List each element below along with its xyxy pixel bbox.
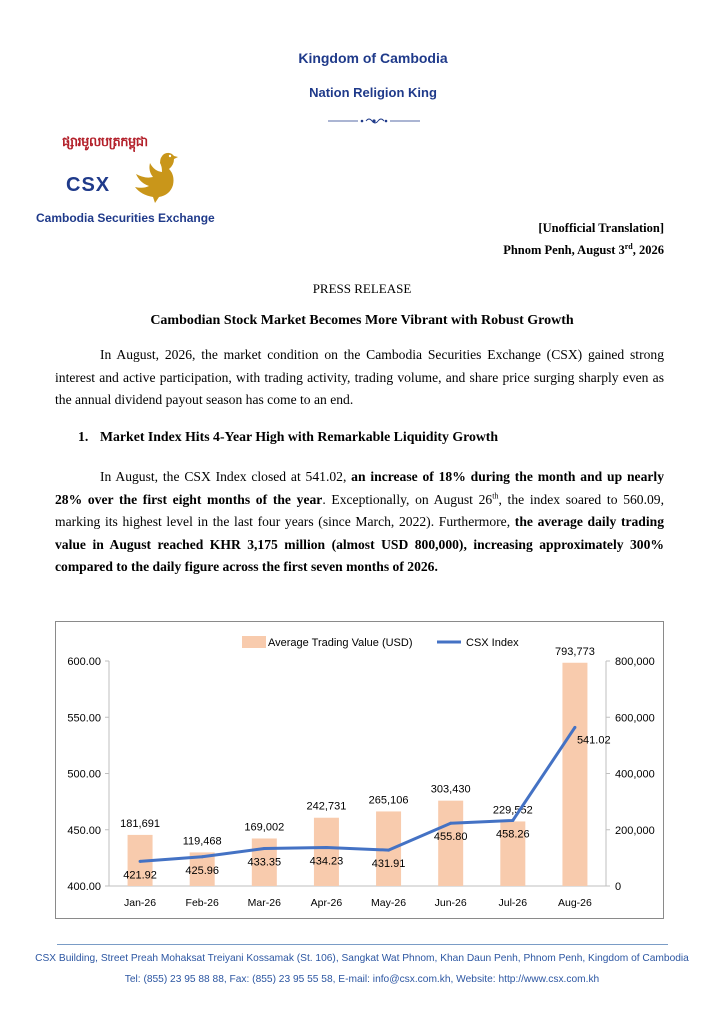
csx-index-point [511,819,514,822]
line-data-label: 425.96 [185,864,220,877]
logo-caption: Cambodia Securities Exchange [36,211,215,225]
x-tick-label: Apr-26 [310,897,343,909]
x-tick-label: Jun-26 [434,897,467,909]
right-tick-label: 200,000 [615,824,655,837]
csx-index-point [201,855,204,858]
right-tick-label: 800,000 [615,656,655,668]
csx-index-point [573,726,576,729]
x-tick-label: Mar-26 [247,897,281,909]
x-tick-label: Jul-26 [498,897,528,909]
headline: Cambodian Stock Market Becomes More Vibrant with Robust Growth [150,313,574,328]
ornament-divider-icon [328,116,420,126]
release-date [503,242,664,258]
national-motto: Nation Religion King [309,85,437,100]
press-release-label: PRESS RELEASE [312,281,412,296]
section-text-a: In August, the CSX Index closed at 541.02, [100,469,352,484]
section-title: Market Index Hits 4-Year High with Remarkable Liquidity Growth [100,429,499,444]
csx-index-point [387,849,390,852]
left-tick-label: 400.00 [67,881,101,893]
line-data-label: 541.02 [576,734,611,747]
line-data-label: 433.35 [247,856,282,869]
bar-data-label: 229,552 [492,804,533,817]
section-number: 1. [78,429,89,444]
footer-contact: Tel: (855) 23 95 88 88, Fax: (855) 23 95 55 58, E-mail: info@csx.com.kh, Website: http://www.csx.com.kh [124,974,600,985]
bar-data-label: 119,468 [182,835,222,848]
left-tick-label: 500.00 [67,768,101,781]
x-tick-label: May-26 [371,897,407,909]
bar-data-label: 169,002 [244,821,285,834]
line-data-label: 434.23 [309,855,344,868]
csx-logo [62,134,182,204]
logo-khmer-name: ផ្សារមូលបត្រកម្ពុជា [62,135,148,150]
line-data-label: 458.26 [495,828,530,841]
bar-data-label: 242,731 [306,800,347,813]
legend-bar-label: Average Trading Value (USD) [268,637,413,649]
csx-index-point [263,847,266,850]
csx-index-point [449,822,452,825]
right-tick-label: 0 [615,881,622,893]
trading-value-bar [438,801,463,886]
left-tick-label: 450.00 [67,824,101,837]
section-text [55,466,664,579]
trading-value-bar [562,663,587,886]
left-tick-label: 550.00 [67,712,101,725]
bar-data-label: 303,430 [430,783,471,796]
x-tick-label: Feb-26 [185,897,219,909]
csx-index-point [139,860,142,863]
left-tick-label: 600.00 [67,656,101,668]
bar-data-label: 793,773 [555,645,595,658]
date-suffix: , 2026 [632,243,664,258]
section-paragraph [55,466,664,579]
translation-note: [Unofficial Translation] [538,221,664,235]
section-heading [78,429,498,445]
intro-paragraph [55,344,664,412]
date-ordinal: rd [624,242,633,251]
section-text-b: an increase of 18% during the month and up nearly 28% over the first eight months of the year [55,469,664,507]
x-tick-label: Aug-26 [558,897,592,909]
line-data-label: 455.80 [433,831,468,844]
csx-index-point [325,846,328,849]
bar-data-label: 181,691 [120,817,160,830]
kingdom-heading: Kingdom of Cambodia [298,50,448,66]
right-tick-label: 400,000 [615,768,655,781]
footer-address: CSX Building, Street Preah Mohaksat Treiyani Kossamak (St. 106), Sangkat Wat Phnom, Khan Daun Penh, Phnom Penh, Kingdom of Cambodia [35,953,689,964]
legend-bar-swatch [242,636,266,648]
bar-data-label: 265,106 [368,794,409,807]
footer-divider [57,944,668,945]
csx-combo-chart [56,622,663,918]
section-text-d: , the index soared to 560.09, marking its highest level in the last four years (since March, 2022). Furthermore, [55,491,664,529]
date-prefix: Phnom Penh, August 3 [503,243,625,258]
chart-container [55,621,664,919]
section-text-e: the average daily trading value in August reached KHR 3,175 million (almost USD 800,000), increasing approximately 300% compared to the daily figure across the first seven months of 2026. [55,514,664,574]
x-tick-label: Jan-26 [124,897,157,909]
golden-bird-icon [120,146,182,204]
right-tick-label: 600,000 [615,712,655,725]
line-data-label: 421.92 [123,869,157,882]
section-text-ordinal: th [492,490,499,500]
trading-value-bar [314,818,339,886]
section-text-c: . Exceptionally, on August 26 [322,491,493,507]
legend-line-label: CSX Index [466,637,519,649]
line-data-label: 431.91 [371,858,406,871]
intro-text: In August, 2026, the market condition on the Cambodia Securities Exchange (CSX) gained strong interest and active participation, with trading activity, trading volume, and share price surging sharply even as the annual dividend payout season has come to an end. [55,347,664,407]
logo-abbreviation: CSX [66,174,111,196]
